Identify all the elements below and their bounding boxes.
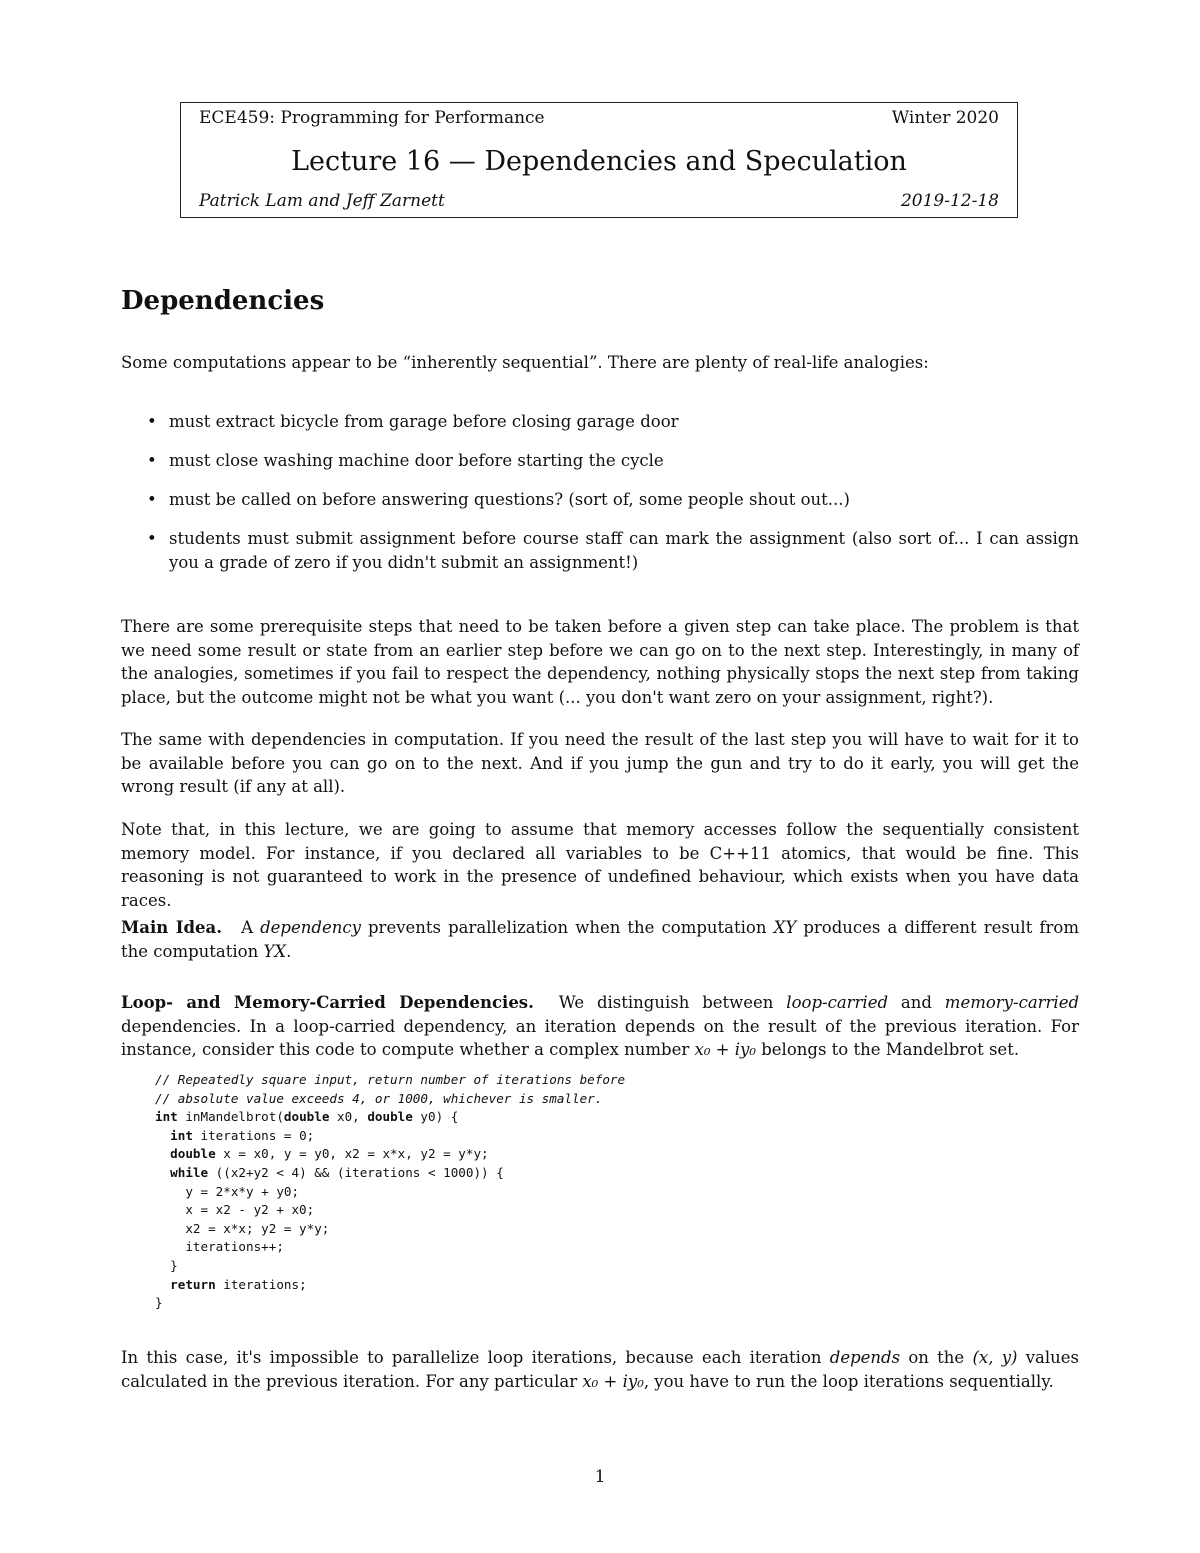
math: x₀ + iy₀ bbox=[694, 1040, 756, 1059]
list-item: • students must submit assignment before course staff can mark the assignment (also sort of... I can assign you a grade of zero if you didn't submit an assignment!) bbox=[147, 527, 1079, 574]
math: (x, y) bbox=[972, 1348, 1018, 1367]
code-keyword: double bbox=[155, 1146, 216, 1162]
code-text: iterations = 0; bbox=[192, 1127, 315, 1143]
section-title: Dependencies bbox=[121, 286, 325, 316]
paragraph-main-idea bbox=[121, 916, 1079, 963]
code-text: ((x2+y2 < 4) && (iterations < 1000)) { bbox=[208, 1164, 504, 1180]
math: XY bbox=[773, 918, 797, 937]
authors: Patrick Lam and Jeff Zarnett bbox=[199, 191, 445, 211]
text-run: values calculated in the previous iteration. For any particular bbox=[121, 1348, 1080, 1391]
paragraph-computation: The same with dependencies in computation. If you need the result of the last step you will have to wait for it to be available before you can go on to the next. And if you jump the gun and try to do it early, you will get the wrong result (if any at all). bbox=[121, 730, 1079, 796]
code-text: x2 = x*x; y2 = y*y; bbox=[155, 1220, 330, 1236]
code-keyword: while bbox=[155, 1164, 209, 1180]
lecture-title: Lecture 16 — Dependencies and Speculation bbox=[291, 146, 907, 177]
code-text: inMandelbrot( bbox=[177, 1109, 284, 1125]
text-run: prevents parallelization when the computation bbox=[368, 918, 767, 937]
code-keyword: int bbox=[155, 1127, 193, 1143]
emphasis: dependency bbox=[260, 918, 361, 937]
lecture-header-box bbox=[180, 102, 1018, 218]
list-item: • must close washing machine door before starting the cycle bbox=[147, 449, 1079, 473]
lecture-date: 2019-12-18 bbox=[900, 191, 999, 211]
text-run: and bbox=[900, 993, 932, 1012]
math: x₀ + iy₀ bbox=[582, 1371, 644, 1391]
paragraph-loop-carried bbox=[121, 991, 1079, 1062]
code-listing bbox=[155, 1071, 625, 1313]
text-run: dependencies. In a loop-carried dependency, an iteration depends on the result of the previous iteration. For instance, consider this code to compute whether a complex number bbox=[121, 1016, 1079, 1059]
text-run: , you have to run the loop iterations sequentially. bbox=[643, 1371, 1054, 1391]
code-keyword: int bbox=[155, 1109, 178, 1125]
code-comment: // absolute value exceeds 4, or 1000, whichever is smaller. bbox=[155, 1090, 603, 1106]
code-keyword: double bbox=[283, 1109, 330, 1125]
code-text: iterations++; bbox=[155, 1239, 284, 1255]
list-item: • must extract bicycle from garage before closing garage door bbox=[147, 410, 1079, 434]
paragraph-prerequisites: There are some prerequisite steps that need to be taken before a given step can take place. The problem is that we need some result or state from an earlier step before we can go on to the next step. Interestingly, in many of the analogies, sometimes if you fail to respect the dependency, nothing physically stops the next step from taking place, but the outcome might not be what you want (... you don't want zero on your assignment, right?). bbox=[121, 617, 1079, 707]
code-text: y0) { bbox=[412, 1109, 459, 1125]
code-comment: // Repeatedly square input, return number of iterations before bbox=[155, 1072, 626, 1087]
paragraph-memory-model: Note that, in this lecture, we are going to assume that memory accesses follow the sequentially consistent memory model. For instance, if you declared all variables to be C++11 atomics, that would be fine. This reasoning is not guaranteed to work in the presence of undefined behaviour, which exists when you have data races. bbox=[121, 820, 1079, 910]
code-text: iterations; bbox=[215, 1276, 307, 1292]
code-text: y = 2*x*y + y0; bbox=[155, 1183, 300, 1199]
text-run: A bbox=[241, 918, 254, 937]
math: YX bbox=[263, 941, 287, 961]
list-item: • must be called on before answering questions? (sort of, some people shout out...) bbox=[147, 488, 1079, 512]
text-run: on the bbox=[908, 1348, 965, 1367]
analogy-list bbox=[147, 410, 1079, 590]
page-number: 1 bbox=[594, 1467, 606, 1487]
text-run: In this case, it's impossible to parallelize loop iterations, because each iteration bbox=[121, 1348, 822, 1367]
text-run: produces a different result from the computation bbox=[121, 918, 1080, 961]
code-text: } bbox=[155, 1257, 178, 1273]
text-run: belongs to the Mandelbrot set. bbox=[761, 1040, 1020, 1059]
text-run: We distinguish between bbox=[558, 993, 774, 1012]
term: Winter 2020 bbox=[891, 108, 999, 128]
emphasis: loop-carried bbox=[786, 993, 889, 1012]
code-keyword: return bbox=[155, 1276, 216, 1292]
intro-paragraph: Some computations appear to be “inherently sequential”. There are plenty of real-life analogies: bbox=[121, 353, 929, 372]
code-text: x = x0, y = y0, x2 = x*x, y2 = y*y; bbox=[215, 1146, 489, 1162]
emphasis: depends bbox=[829, 1348, 901, 1367]
code-text: } bbox=[155, 1295, 163, 1311]
course-name: ECE459: Programming for Performance bbox=[199, 108, 545, 128]
run-in-heading: Main Idea. bbox=[121, 918, 222, 937]
code-keyword: double bbox=[367, 1109, 413, 1125]
code-text: x0, bbox=[329, 1109, 368, 1125]
paragraph-conclusion bbox=[121, 1346, 1079, 1393]
emphasis: memory-carried bbox=[944, 993, 1080, 1012]
text-run: . bbox=[286, 941, 292, 961]
code-text: x = x2 - y2 + x0; bbox=[155, 1202, 315, 1218]
run-in-heading: Loop- and Memory-Carried Dependencies. bbox=[121, 993, 534, 1012]
